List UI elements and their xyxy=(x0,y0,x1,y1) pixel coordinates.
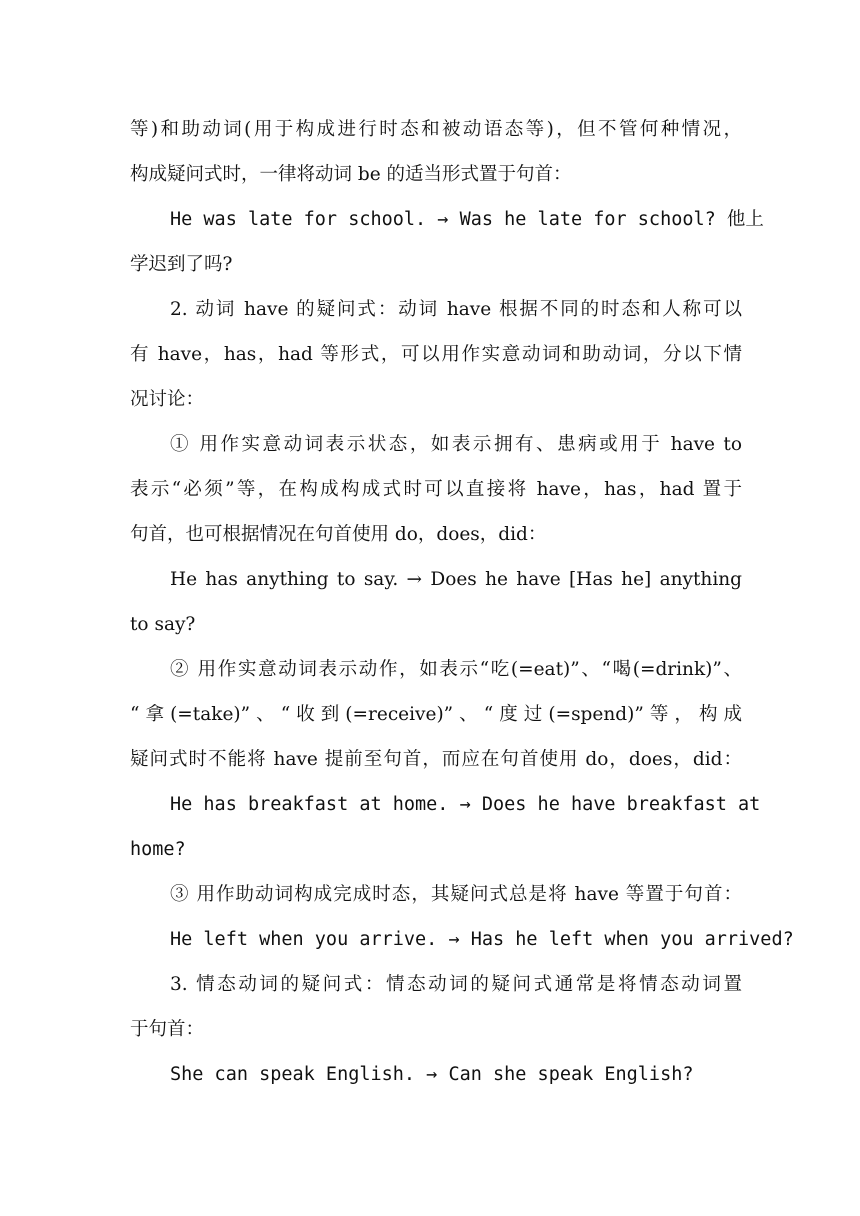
example-sentence: He was late for school. → Was he late for school? 他上 xyxy=(170,209,764,230)
example-sentence: She can speak English. → Can she speak English? xyxy=(170,1064,694,1085)
text-line: 有 have，has，had 等形式，可以用作实意动词和助动词，分以下情 xyxy=(130,344,742,365)
text-line: 于句首： xyxy=(130,1019,205,1040)
list-item-3: ③ 用作助动词构成完成时态，其疑问式总是将 have 等置于句首： xyxy=(170,884,742,905)
text-line: 等)和助动词(用于构成进行时态和被动语态等)，但不管何种情况， xyxy=(130,119,742,140)
text-line: home? xyxy=(130,839,186,860)
section-heading: 2. 动词 have 的疑问式：动词 have 根据不同的时态和人称可以 xyxy=(170,299,742,320)
text-line: “拿(=take)”、“收到(=receive)”、“度过(=spend)”等，构成 xyxy=(130,704,742,725)
text-line: 疑问式时不能将 have 提前至句首，而应在句首使用 do，does，did： xyxy=(130,749,742,770)
example-sentence: He has breakfast at home. → Does he have breakfast at xyxy=(170,794,761,815)
text-line: 句首，也可根据情况在句首使用 do，does，did： xyxy=(130,524,547,545)
text-line: 表示“必须”等，在构成构成式时可以直接将 have，has，had 置于 xyxy=(130,479,742,500)
example-sentence: He has anything to say. → Does he have [Has he] anything xyxy=(170,569,742,590)
list-item-1: ① 用作实意动词表示状态，如表示拥有、患病或用于 have to xyxy=(170,434,742,455)
example-sentence: He left when you arrive. → Has he left when you arrived? xyxy=(170,929,794,950)
list-item-2: ② 用作实意动词表示动作，如表示“吃(=eat)”、“喝(=drink)”、 xyxy=(170,659,742,680)
text-line: 学迟到了吗? xyxy=(130,254,233,275)
section-heading: 3. 情态动词的疑问式：情态动词的疑问式通常是将情态动词置 xyxy=(170,974,742,995)
text-line: 况讨论： xyxy=(130,389,205,410)
text-line: to say? xyxy=(130,614,196,635)
text-line: 构成疑问式时，一律将动词 be 的适当形式置于句首： xyxy=(130,164,572,185)
